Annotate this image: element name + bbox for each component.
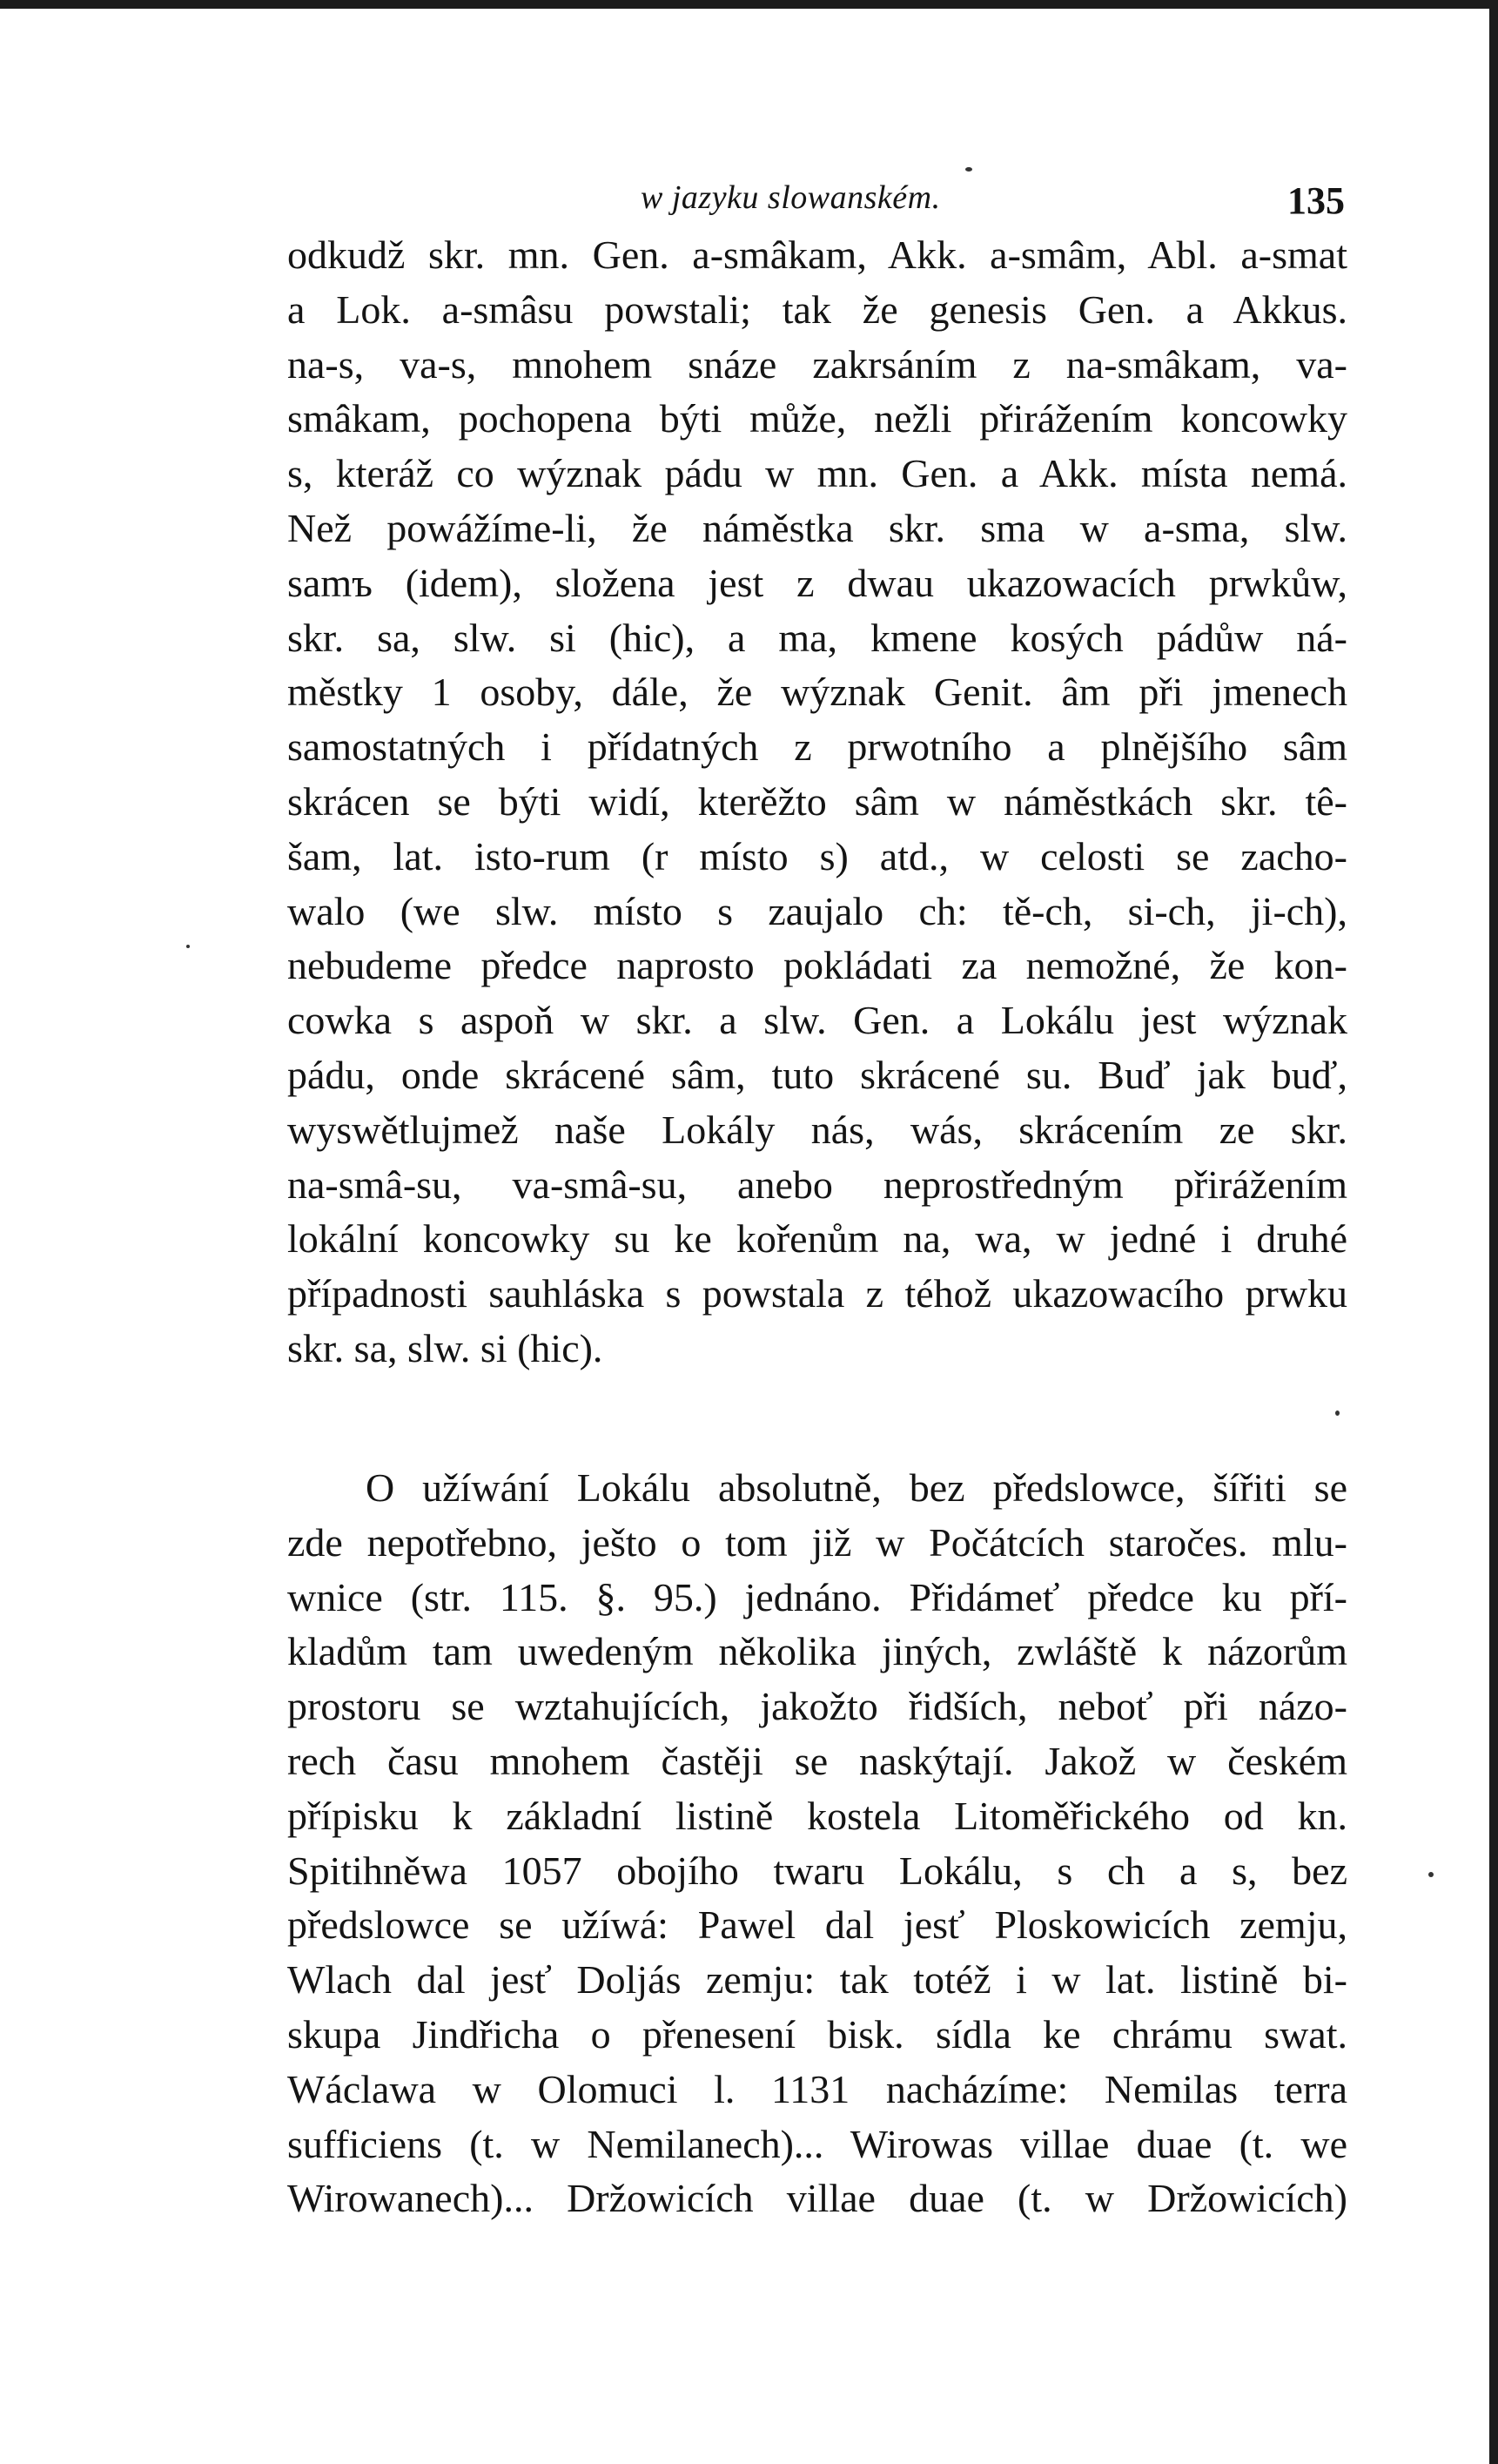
paragraph-1	[287, 228, 1347, 1377]
text-line: kladům tam uwedeným několika jiných, zwláště k názorům	[287, 1629, 1347, 1674]
text-line: skr. sa, slw. si (hic).	[287, 1325, 603, 1370]
text-line: smâkam, pochopena býti může, nežli přirážením koncowky	[287, 396, 1347, 441]
text-line: sufficiens (t. w Nemilanech)... Wirowas villae duae (t. we	[287, 2121, 1347, 2166]
text-line: samъ (idem), složena jest z dwau ukazowacích prwkůw,	[287, 560, 1347, 605]
scan-speck	[186, 945, 190, 948]
text-line: skupa Jindřicha o přenesení bisk. sídla ke chrámu swat.	[287, 2011, 1347, 2057]
text-line: skrácen se býti widí, kterěžto sâm w náměstkách skr. tê-	[287, 778, 1347, 824]
page-header	[287, 178, 1345, 231]
text-line: městky 1 osoby, dále, že wýznak Genit. âm při jmenech	[287, 670, 1347, 715]
text-line: na-s, va-s, mnohem snáze zakrsáním z na-smâkam, va-	[287, 341, 1347, 387]
text-line: cowka s aspoň w skr. a slw. Gen. a Lokálu jest wýznak	[287, 998, 1347, 1043]
text-line: Wlach dal jesť Doljás zemju: tak totéž i w lat. listině bi-	[287, 1957, 1347, 2003]
text-line: nebudeme předce naprosto pokládati za nemožné, že kon-	[287, 943, 1347, 988]
text-line: pádu, onde skrácené sâm, tuto skrácené su. Buď jak buď,	[287, 1052, 1347, 1097]
text-line: případnosti sauhláska s powstala z téhož ukazowacího prwku	[287, 1271, 1347, 1316]
text-line: odkudž skr. mn. Gen. a-smâkam, Akk. a-smâm, Abl. a-smat	[287, 232, 1347, 277]
text-line: skr. sa, slw. si (hic), a ma, kmene kosých pádůw ná-	[287, 615, 1347, 660]
scan-speck	[1428, 1872, 1434, 1877]
text-line: walo (we slw. místo s zaujalo ch: tě-ch, si-ch, ji-ch),	[287, 888, 1347, 933]
text-line: wyswětlujmež naše Lokály nás, wás, skrácením ze skr.	[287, 1107, 1347, 1152]
text-line: s, kteráž co wýznak pádu w mn. Gen. a Akk. místa nemá.	[287, 451, 1347, 496]
scan-speck	[1335, 1410, 1340, 1416]
text-line: samostatných i přídatných z prwotního a plnějšího sâm	[287, 724, 1347, 770]
text-line: rech času mnohem častěji se naskýtají. Jakož w českém	[287, 1738, 1347, 1783]
text-line: a Lok. a-smâsu powstali; tak že genesis Gen. a Akkus.	[287, 286, 1347, 332]
text-line: na-smâ-su, va-smâ-su, anebo neprostředným přirážením	[287, 1161, 1347, 1207]
scan-edge-top	[0, 0, 1498, 9]
paragraph-2	[287, 1461, 1347, 2226]
text-line: zde nepotřebno, ješto o tom již w Počátcích staročes. mlu-	[287, 1519, 1347, 1565]
text-line: wnice (str. 115. §. 95.) jednáno. Přidámeť předce ku pří-	[287, 1574, 1347, 1619]
text-line: Spitihněwa 1057 obojího twaru Lokálu, s ch a s, bez	[287, 1848, 1347, 1893]
text-line: lokální koncowky su ke kořenům na, wa, w jedné i druhé	[287, 1216, 1347, 1262]
text-line: Wáclawa w Olomuci l. 1131 nacházíme: Nemilas terra	[287, 2066, 1347, 2111]
text-line: šam, lat. isto-rum (r místo s) atd., w celosti se zacho-	[287, 833, 1347, 879]
page-number: 135	[1287, 179, 1345, 222]
text-line: Než powážíme-li, že náměstka skr. sma w a-sma, slw.	[287, 505, 1347, 550]
text-line: prostoru se wztahujících, jakožto řidších, neboť při názo-	[287, 1684, 1347, 1729]
text-line: O užíwání Lokálu absolutně, bez předslowce, šířiti se	[366, 1465, 1347, 1510]
text-line: přípisku k základní listině kostela Litoměřického od kn.	[287, 1793, 1347, 1838]
running-title: w jazyku slowanském.	[641, 179, 941, 216]
scan-speck	[965, 167, 972, 172]
text-line: Wirowanech)... Držowicích villae duae (t. w Držowicích)	[287, 2176, 1347, 2221]
scan-edge-right	[1489, 0, 1498, 2464]
text-line: předslowce se užíwá: Pawel dal jesť Ploskowicích zemju,	[287, 1902, 1347, 1948]
